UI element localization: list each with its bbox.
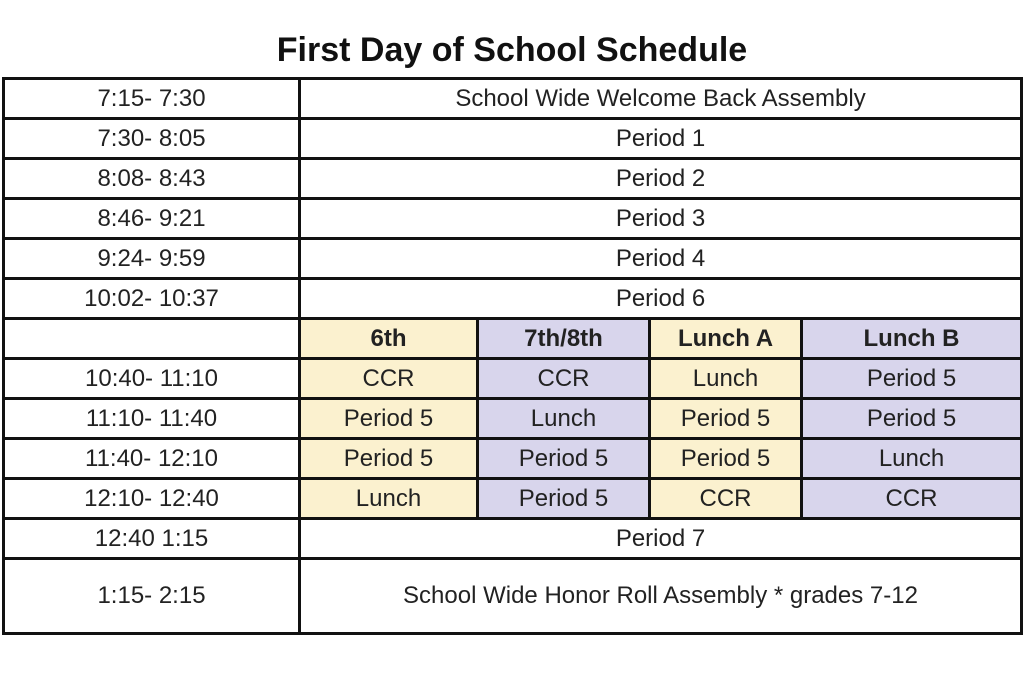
schedule-cell: CCR bbox=[650, 479, 802, 519]
activity-cell: School Wide Welcome Back Assembly bbox=[300, 79, 1022, 119]
split-header-row bbox=[4, 319, 1022, 359]
table-row bbox=[4, 399, 1022, 439]
table-row bbox=[4, 199, 1022, 239]
time-cell: 7:30- 8:05 bbox=[4, 119, 300, 159]
column-header-lunch-a: Lunch A bbox=[650, 319, 802, 359]
page-title: First Day of School Schedule bbox=[276, 31, 748, 69]
schedule-cell: CCR bbox=[802, 479, 1022, 519]
table-row bbox=[4, 159, 1022, 199]
activity-cell: School Wide Honor Roll Assembly * grades 7-12 bbox=[300, 559, 1022, 634]
activity-cell: Period 4 bbox=[300, 239, 1022, 279]
activity-cell: Period 1 bbox=[300, 119, 1022, 159]
table-row bbox=[4, 439, 1022, 479]
schedule-cell: Period 5 bbox=[300, 399, 478, 439]
table-row bbox=[4, 559, 1022, 634]
table-row bbox=[4, 279, 1022, 319]
time-cell: 1:15- 2:15 bbox=[4, 559, 300, 634]
schedule-cell: Period 5 bbox=[650, 399, 802, 439]
schedule-cell: Period 5 bbox=[802, 399, 1022, 439]
time-cell: 7:15- 7:30 bbox=[4, 79, 300, 119]
table-row bbox=[4, 359, 1022, 399]
schedule-cell: Lunch bbox=[478, 399, 650, 439]
column-header-7th-8th: 7th/8th bbox=[478, 319, 650, 359]
schedule-cell: Lunch bbox=[300, 479, 478, 519]
time-cell: 10:02- 10:37 bbox=[4, 279, 300, 319]
table-row bbox=[4, 479, 1022, 519]
column-header-lunch-b: Lunch B bbox=[802, 319, 1022, 359]
schedule-cell: Period 5 bbox=[802, 359, 1022, 399]
table-row bbox=[4, 519, 1022, 559]
schedule-table bbox=[2, 77, 1023, 635]
schedule-cell: CCR bbox=[300, 359, 478, 399]
schedule-cell: Lunch bbox=[802, 439, 1022, 479]
table-row bbox=[4, 79, 1022, 119]
schedule-cell: Lunch bbox=[650, 359, 802, 399]
activity-cell: Period 7 bbox=[300, 519, 1022, 559]
schedule-cell: Period 5 bbox=[478, 479, 650, 519]
time-cell: 8:08- 8:43 bbox=[4, 159, 300, 199]
activity-cell: Period 2 bbox=[300, 159, 1022, 199]
empty-time-cell bbox=[4, 319, 300, 359]
time-cell: 8:46- 9:21 bbox=[4, 199, 300, 239]
time-cell: 11:40- 12:10 bbox=[4, 439, 300, 479]
schedule-cell: CCR bbox=[478, 359, 650, 399]
activity-cell: Period 6 bbox=[300, 279, 1022, 319]
time-cell: 11:10- 11:40 bbox=[4, 399, 300, 439]
schedule-cell: Period 5 bbox=[650, 439, 802, 479]
activity-cell: Period 3 bbox=[300, 199, 1022, 239]
table-row bbox=[4, 239, 1022, 279]
table-row bbox=[4, 119, 1022, 159]
time-cell: 12:40 1:15 bbox=[4, 519, 300, 559]
time-cell: 10:40- 11:10 bbox=[4, 359, 300, 399]
time-cell: 12:10- 12:40 bbox=[4, 479, 300, 519]
time-cell: 9:24- 9:59 bbox=[4, 239, 300, 279]
schedule-cell: Period 5 bbox=[478, 439, 650, 479]
column-header-6th: 6th bbox=[300, 319, 478, 359]
schedule-cell: Period 5 bbox=[300, 439, 478, 479]
